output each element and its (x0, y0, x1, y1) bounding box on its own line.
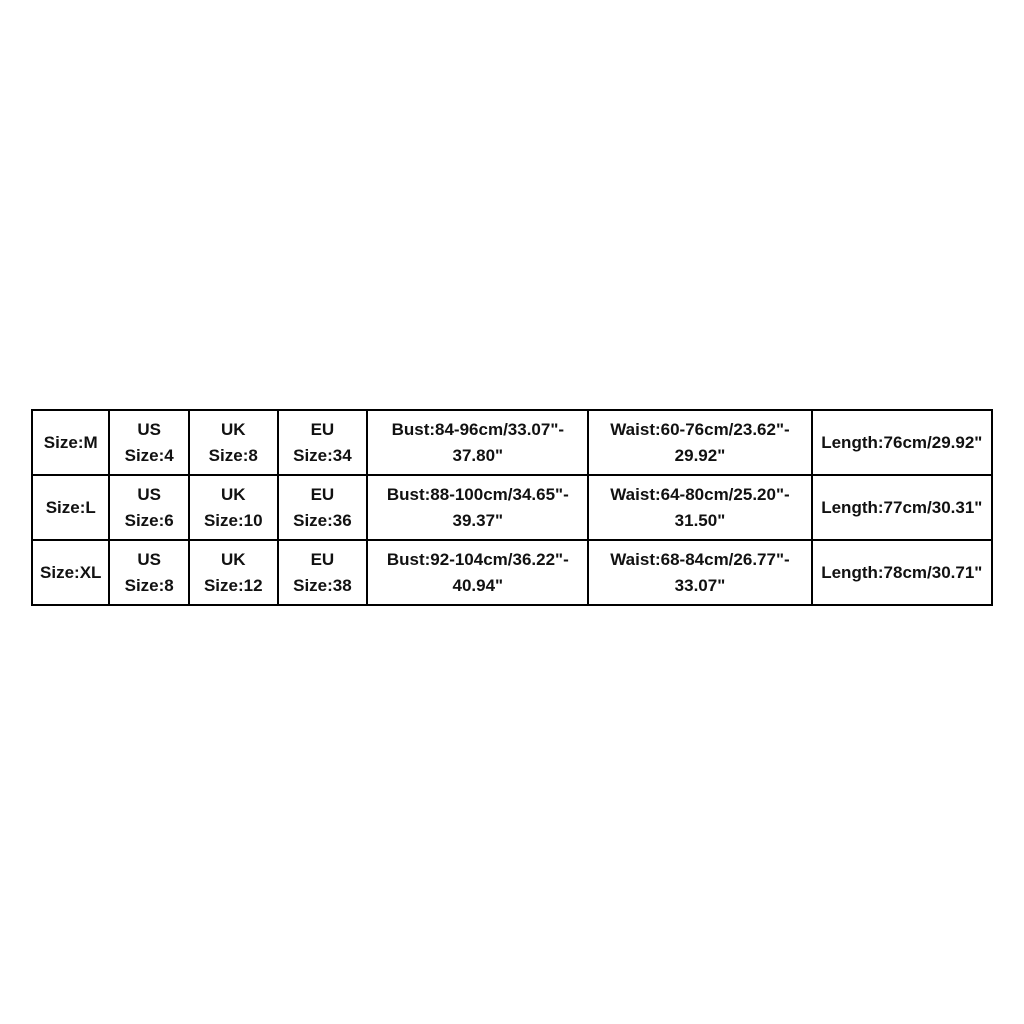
size-cell: Size:XL (32, 540, 109, 605)
size-cell: Size:M (32, 410, 109, 475)
waist-cell: Waist:60-76cm/23.62"- 29.92" (588, 410, 811, 475)
us-size-cell: US Size:8 (109, 540, 188, 605)
us-size-cell: US Size:6 (109, 475, 188, 540)
table-row (32, 410, 992, 475)
waist-cell: Waist:68-84cm/26.77"- 33.07" (588, 540, 811, 605)
length-cell: Length:76cm/29.92" (812, 410, 992, 475)
waist-cell: Waist:64-80cm/25.20"- 31.50" (588, 475, 811, 540)
uk-size-cell: UK Size:10 (189, 475, 278, 540)
length-cell: Length:77cm/30.31" (812, 475, 992, 540)
table-row (32, 540, 992, 605)
eu-size-cell: EU Size:38 (278, 540, 368, 605)
bust-cell: Bust:92-104cm/36.22"- 40.94" (367, 540, 588, 605)
uk-size-cell: UK Size:12 (189, 540, 278, 605)
size-chart-table (31, 409, 993, 606)
table-row (32, 475, 992, 540)
size-cell: Size:L (32, 475, 109, 540)
eu-size-cell: EU Size:36 (278, 475, 368, 540)
length-cell: Length:78cm/30.71" (812, 540, 992, 605)
uk-size-cell: UK Size:8 (189, 410, 278, 475)
bust-cell: Bust:84-96cm/33.07"- 37.80" (367, 410, 588, 475)
bust-cell: Bust:88-100cm/34.65"- 39.37" (367, 475, 588, 540)
eu-size-cell: EU Size:34 (278, 410, 368, 475)
us-size-cell: US Size:4 (109, 410, 188, 475)
